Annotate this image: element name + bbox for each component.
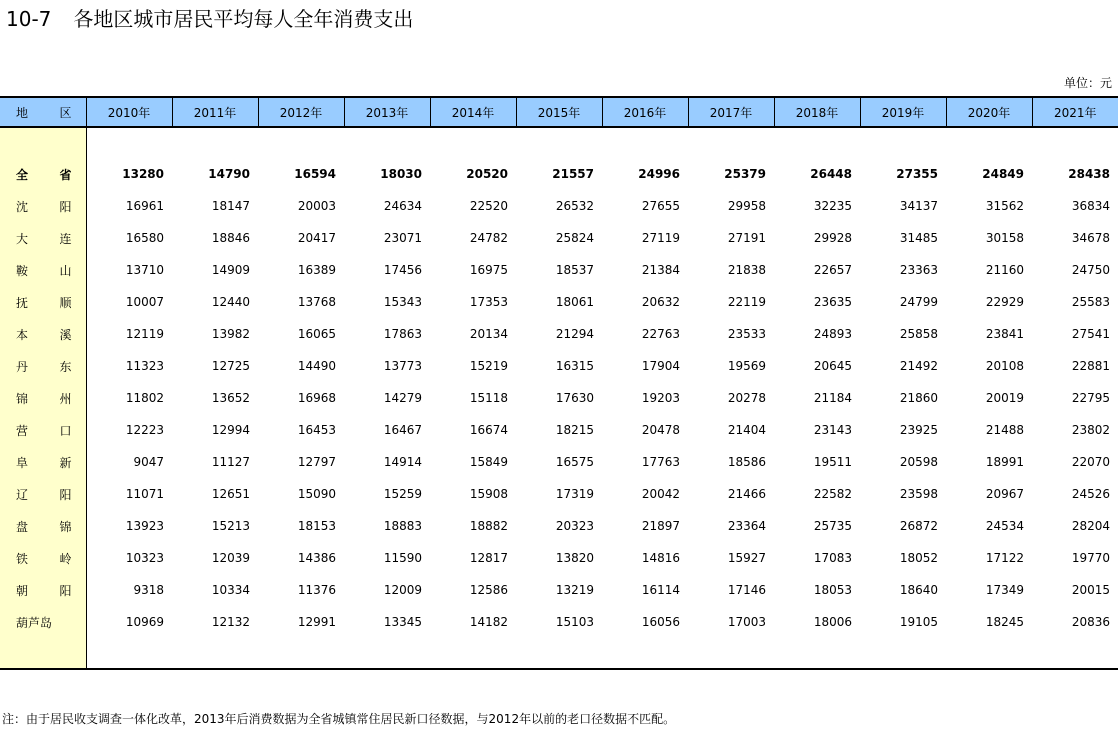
region-cell — [0, 190, 86, 222]
value-cell: 16674 — [469, 423, 508, 437]
region-name: 口 — [59, 423, 72, 438]
table-row — [0, 286, 1118, 318]
table-top-spacer — [0, 127, 1118, 158]
value-cell: 16961 — [125, 199, 164, 213]
region-name: 朝 — [16, 583, 29, 598]
value-cell: 25824 — [555, 231, 594, 245]
value-cell: 18153 — [297, 519, 336, 533]
value-cell: 11323 — [125, 359, 164, 373]
value-cell: 19203 — [641, 391, 680, 405]
region-name: 溪 — [59, 327, 72, 342]
value-cell: 13773 — [383, 359, 422, 373]
year-column-header: 2010年 — [86, 97, 172, 127]
value-cell: 19770 — [1071, 551, 1110, 565]
table-row — [0, 510, 1118, 542]
value-cell: 17763 — [641, 455, 680, 469]
table-body — [0, 127, 1118, 669]
value-cell: 27541 — [1071, 327, 1110, 341]
value-cell: 21488 — [985, 423, 1024, 437]
value-cell: 14914 — [383, 455, 422, 469]
value-cell: 13345 — [383, 615, 422, 629]
value-cell: 20967 — [985, 487, 1024, 501]
value-cell: 16975 — [469, 263, 508, 277]
table-row — [0, 254, 1118, 286]
value-cell: 17003 — [727, 615, 766, 629]
value-cell: 19511 — [813, 455, 852, 469]
value-cell: 23925 — [899, 423, 938, 437]
value-cell: 29958 — [727, 199, 766, 213]
value-cell: 14909 — [211, 263, 250, 277]
year-column-header: 2016年 — [602, 97, 688, 127]
region-cell — [0, 606, 86, 638]
value-cell: 21384 — [641, 263, 680, 277]
value-cell: 24996 — [638, 167, 680, 181]
value-cell: 20015 — [1071, 583, 1110, 597]
value-cell: 13652 — [211, 391, 250, 405]
value-cell: 14816 — [641, 551, 680, 565]
value-cell: 24750 — [1071, 263, 1110, 277]
value-cell: 17353 — [469, 295, 508, 309]
value-cell: 24893 — [813, 327, 852, 341]
value-cell: 18537 — [555, 263, 594, 277]
region-name: 丹 — [16, 359, 29, 374]
value-cell: 20632 — [641, 295, 680, 309]
value-cell: 16114 — [641, 583, 680, 597]
value-cell: 20278 — [727, 391, 766, 405]
region-name: 省 — [59, 167, 72, 182]
year-column-header: 2019年 — [860, 97, 946, 127]
value-cell: 18215 — [555, 423, 594, 437]
year-column-header: 2018年 — [774, 97, 860, 127]
year-column-header: 2013年 — [344, 97, 430, 127]
value-cell: 24799 — [899, 295, 938, 309]
value-cell: 17146 — [727, 583, 766, 597]
region-name: 州 — [59, 391, 72, 406]
value-cell: 17456 — [383, 263, 422, 277]
value-cell: 25583 — [1071, 295, 1110, 309]
value-cell: 14182 — [469, 615, 508, 629]
value-cell: 20836 — [1071, 615, 1110, 629]
region-name: 连 — [59, 231, 72, 246]
value-cell: 10007 — [125, 295, 164, 309]
region-cell — [0, 542, 86, 574]
value-cell: 23635 — [813, 295, 852, 309]
region-name: 山 — [59, 263, 72, 278]
value-cell: 9318 — [133, 583, 164, 597]
region-header-char: 区 — [59, 105, 72, 120]
table-row — [0, 350, 1118, 382]
value-cell: 22929 — [985, 295, 1024, 309]
region-cell — [0, 446, 86, 478]
value-cell: 12039 — [211, 551, 250, 565]
region-name: 葫芦岛 — [16, 615, 53, 630]
value-cell: 10969 — [125, 615, 164, 629]
value-cell: 17630 — [555, 391, 594, 405]
region-name: 顺 — [59, 295, 72, 310]
region-cell — [0, 478, 86, 510]
table-row — [0, 606, 1118, 638]
value-cell: 18586 — [727, 455, 766, 469]
value-cell: 21184 — [813, 391, 852, 405]
region-column-header — [0, 97, 86, 127]
value-cell: 18147 — [211, 199, 250, 213]
value-cell: 19569 — [727, 359, 766, 373]
value-cell: 22582 — [813, 487, 852, 501]
value-cell: 15213 — [211, 519, 250, 533]
value-cell: 23071 — [383, 231, 422, 245]
table-row — [0, 318, 1118, 350]
value-cell: 32235 — [813, 199, 852, 213]
value-cell: 21838 — [727, 263, 766, 277]
region-name: 沈 — [16, 199, 29, 214]
region-name: 阳 — [59, 487, 72, 502]
table-number: 10-7 — [6, 7, 52, 31]
region-cell — [0, 318, 86, 350]
value-cell: 17863 — [383, 327, 422, 341]
value-cell: 10323 — [125, 551, 164, 565]
value-cell: 12991 — [297, 615, 336, 629]
region-cell — [0, 350, 86, 382]
region-name: 本 — [16, 327, 29, 342]
value-cell: 28438 — [1068, 167, 1110, 181]
region-name: 锦 — [59, 519, 72, 534]
value-cell: 21294 — [555, 327, 594, 341]
value-cell: 20108 — [985, 359, 1024, 373]
value-cell: 15908 — [469, 487, 508, 501]
value-cell: 12797 — [297, 455, 336, 469]
value-cell: 12994 — [211, 423, 250, 437]
value-cell: 22795 — [1071, 391, 1110, 405]
value-cell: 20598 — [899, 455, 938, 469]
value-cell: 25735 — [813, 519, 852, 533]
value-cell: 21897 — [641, 519, 680, 533]
unit-label: 单位：元 — [1063, 76, 1112, 90]
region-name: 新 — [59, 455, 72, 470]
value-cell: 20323 — [555, 519, 594, 533]
table-bottom-spacer — [0, 638, 1118, 669]
value-cell: 26448 — [810, 167, 852, 181]
value-cell: 12725 — [211, 359, 250, 373]
value-cell: 29928 — [813, 231, 852, 245]
region-cell — [0, 574, 86, 606]
value-cell: 26872 — [899, 519, 938, 533]
value-cell: 18991 — [985, 455, 1024, 469]
value-cell: 11590 — [383, 551, 422, 565]
value-cell: 18061 — [555, 295, 594, 309]
value-cell: 21160 — [985, 263, 1024, 277]
value-cell: 27119 — [641, 231, 680, 245]
value-cell: 31485 — [899, 231, 938, 245]
value-cell: 12009 — [383, 583, 422, 597]
value-cell: 23364 — [727, 519, 766, 533]
value-cell: 22763 — [641, 327, 680, 341]
value-cell: 20520 — [466, 167, 508, 181]
value-cell: 12586 — [469, 583, 508, 597]
value-cell: 17904 — [641, 359, 680, 373]
table-row-total — [0, 158, 1118, 190]
value-cell: 21466 — [727, 487, 766, 501]
value-cell: 23802 — [1071, 423, 1110, 437]
value-cell: 22657 — [813, 263, 852, 277]
value-cell: 12119 — [125, 327, 164, 341]
value-cell: 23363 — [899, 263, 938, 277]
value-cell: 20003 — [297, 199, 336, 213]
value-cell: 16315 — [555, 359, 594, 373]
region-name: 辽 — [16, 487, 29, 502]
value-cell: 22070 — [1071, 455, 1110, 469]
value-cell: 21557 — [552, 167, 594, 181]
region-cell — [0, 254, 86, 286]
year-column-header: 2012年 — [258, 97, 344, 127]
value-cell: 22119 — [727, 295, 766, 309]
value-cell: 11802 — [125, 391, 164, 405]
value-cell: 15090 — [297, 487, 336, 501]
value-cell: 12132 — [211, 615, 250, 629]
value-cell: 19105 — [899, 615, 938, 629]
value-cell: 13280 — [122, 167, 164, 181]
value-cell: 20019 — [985, 391, 1024, 405]
value-cell: 24849 — [982, 167, 1024, 181]
value-cell: 16453 — [297, 423, 336, 437]
value-cell: 15849 — [469, 455, 508, 469]
table-row — [0, 382, 1118, 414]
value-cell: 18053 — [813, 583, 852, 597]
value-cell: 21492 — [899, 359, 938, 373]
region-cell — [0, 286, 86, 318]
value-cell: 23841 — [985, 327, 1024, 341]
table-row — [0, 478, 1118, 510]
value-cell: 12651 — [211, 487, 250, 501]
value-cell: 11071 — [125, 487, 164, 501]
value-cell: 15219 — [469, 359, 508, 373]
region-name: 岭 — [59, 551, 72, 566]
region-header-char: 地 — [16, 105, 29, 120]
region-cell — [0, 158, 86, 190]
value-cell: 27655 — [641, 199, 680, 213]
region-name: 营 — [16, 423, 29, 438]
page-title — [6, 6, 413, 32]
value-cell: 16594 — [294, 167, 336, 181]
value-cell: 18640 — [899, 583, 938, 597]
region-cell — [0, 414, 86, 446]
value-cell: 27355 — [896, 167, 938, 181]
value-cell: 25379 — [724, 167, 766, 181]
value-cell: 22520 — [469, 199, 508, 213]
table-title: 各地区城市居民平均每人全年消费支出 — [73, 7, 414, 31]
region-name: 阳 — [59, 583, 72, 598]
table-row — [0, 542, 1118, 574]
value-cell: 20645 — [813, 359, 852, 373]
region-cell — [0, 510, 86, 542]
value-cell: 20134 — [469, 327, 508, 341]
region-name: 鞍 — [16, 263, 29, 278]
value-cell: 11127 — [211, 455, 250, 469]
value-cell: 13820 — [555, 551, 594, 565]
value-cell: 22881 — [1071, 359, 1110, 373]
value-cell: 20042 — [641, 487, 680, 501]
value-cell: 18030 — [380, 167, 422, 181]
region-name: 阳 — [59, 199, 72, 214]
value-cell: 27191 — [727, 231, 766, 245]
value-cell: 16467 — [383, 423, 422, 437]
year-column-header: 2020年 — [946, 97, 1032, 127]
value-cell: 24526 — [1071, 487, 1110, 501]
table-row — [0, 574, 1118, 606]
value-cell: 20478 — [641, 423, 680, 437]
value-cell: 17349 — [985, 583, 1024, 597]
value-cell: 18245 — [985, 615, 1024, 629]
value-cell: 36834 — [1071, 199, 1110, 213]
year-column-header: 2015年 — [516, 97, 602, 127]
value-cell: 14386 — [297, 551, 336, 565]
value-cell: 25858 — [899, 327, 938, 341]
region-name: 抚 — [16, 295, 29, 310]
value-cell: 18846 — [211, 231, 250, 245]
value-cell: 17083 — [813, 551, 852, 565]
value-cell: 21860 — [899, 391, 938, 405]
value-cell: 13710 — [125, 263, 164, 277]
value-cell: 18006 — [813, 615, 852, 629]
value-cell: 23533 — [727, 327, 766, 341]
value-cell: 17122 — [985, 551, 1024, 565]
region-name: 全 — [16, 167, 29, 182]
region-name: 阜 — [16, 455, 29, 470]
value-cell: 9047 — [133, 455, 164, 469]
value-cell: 20417 — [297, 231, 336, 245]
table-row — [0, 446, 1118, 478]
region-cell — [0, 222, 86, 254]
value-cell: 14279 — [383, 391, 422, 405]
value-cell: 26532 — [555, 199, 594, 213]
value-cell: 14790 — [208, 167, 250, 181]
value-cell: 13768 — [297, 295, 336, 309]
value-cell: 15927 — [727, 551, 766, 565]
value-cell: 18052 — [899, 551, 938, 565]
value-cell: 16968 — [297, 391, 336, 405]
value-cell: 16065 — [297, 327, 336, 341]
value-cell: 31562 — [985, 199, 1024, 213]
value-cell: 23143 — [813, 423, 852, 437]
table-row — [0, 222, 1118, 254]
value-cell: 17319 — [555, 487, 594, 501]
year-column-header: 2014年 — [430, 97, 516, 127]
year-column-header: 2017年 — [688, 97, 774, 127]
region-name: 锦 — [16, 391, 29, 406]
value-cell: 24634 — [383, 199, 422, 213]
value-cell: 16056 — [641, 615, 680, 629]
value-cell: 16580 — [125, 231, 164, 245]
footnote: 注：由于居民收支调查一体化改革，2013年后消费数据为全省城镇常住居民新口径数据，与2012年以前的老口径数据不匹配。 — [2, 712, 676, 726]
value-cell: 13219 — [555, 583, 594, 597]
value-cell: 16575 — [555, 455, 594, 469]
value-cell: 12440 — [211, 295, 250, 309]
value-cell: 18882 — [469, 519, 508, 533]
value-cell: 12817 — [469, 551, 508, 565]
value-cell: 10334 — [211, 583, 250, 597]
value-cell: 18883 — [383, 519, 422, 533]
region-name: 盘 — [16, 519, 29, 534]
value-cell: 34678 — [1071, 231, 1110, 245]
region-name: 铁 — [16, 551, 29, 566]
consumption-table — [0, 96, 1118, 670]
value-cell: 23598 — [899, 487, 938, 501]
year-column-header: 2011年 — [172, 97, 258, 127]
table-header-row — [0, 97, 1118, 127]
value-cell: 15259 — [383, 487, 422, 501]
value-cell: 15103 — [555, 615, 594, 629]
value-cell: 15118 — [469, 391, 508, 405]
value-cell: 16389 — [297, 263, 336, 277]
value-cell: 34137 — [899, 199, 938, 213]
table-row — [0, 414, 1118, 446]
value-cell: 13982 — [211, 327, 250, 341]
value-cell: 28204 — [1071, 519, 1110, 533]
value-cell: 24782 — [469, 231, 508, 245]
value-cell: 14490 — [297, 359, 336, 373]
value-cell: 21404 — [727, 423, 766, 437]
table-row — [0, 190, 1118, 222]
year-column-header: 2021年 — [1032, 97, 1118, 127]
value-cell: 11376 — [297, 583, 336, 597]
value-cell: 30158 — [985, 231, 1024, 245]
region-cell — [0, 382, 86, 414]
region-name: 东 — [59, 359, 72, 374]
region-name: 大 — [16, 231, 29, 246]
value-cell: 15343 — [383, 295, 422, 309]
value-cell: 12223 — [125, 423, 164, 437]
value-cell: 24534 — [985, 519, 1024, 533]
value-cell: 13923 — [125, 519, 164, 533]
